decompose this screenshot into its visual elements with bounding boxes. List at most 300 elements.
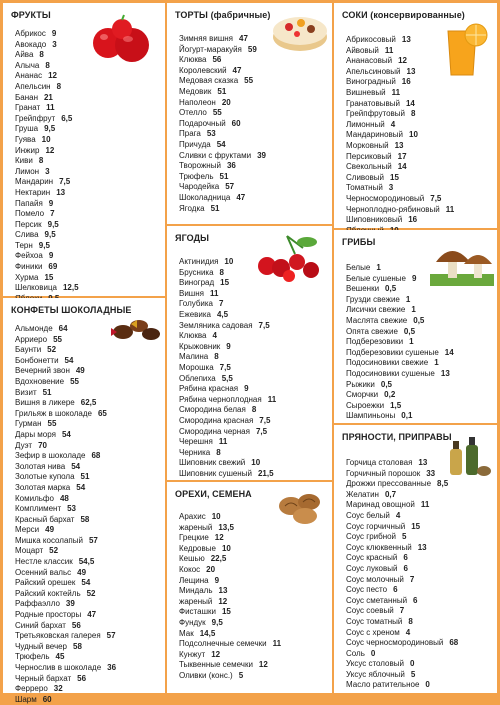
- item-value: 47: [239, 34, 248, 43]
- item-name: Золотая нива: [15, 461, 66, 471]
- item-name: Лимонный: [346, 119, 385, 129]
- list-item: [346, 390, 454, 401]
- item-value: 49: [77, 567, 87, 577]
- item-name: Фисташки: [179, 607, 216, 617]
- list-item: [15, 50, 79, 61]
- list-item: [15, 663, 116, 674]
- item-name: Соус клюквенный: [346, 542, 412, 552]
- item-name: Авокадо: [15, 39, 47, 49]
- item-value: 36: [107, 663, 117, 672]
- list-item: [179, 554, 281, 565]
- list-item: [179, 660, 281, 671]
- candies-icon: [109, 314, 161, 344]
- item-value: 7,5: [259, 415, 271, 425]
- item-value: 0: [425, 680, 430, 690]
- list-item: [179, 289, 276, 300]
- item-value: 1: [405, 294, 411, 304]
- item-name: Соус с хреном: [346, 627, 400, 637]
- item-value: 11: [391, 87, 401, 97]
- item-name: Ананасовый: [346, 56, 393, 66]
- item-name: Морошка: [179, 362, 214, 372]
- item-value: 16: [401, 77, 411, 87]
- item-value: 69: [48, 262, 58, 272]
- item-value: 32: [53, 684, 63, 694]
- item-name: Абрикос: [15, 29, 46, 38]
- item-value: 11: [420, 500, 430, 510]
- item-value: 8: [56, 81, 62, 91]
- item-value: 8: [39, 50, 44, 60]
- list-item: [346, 316, 454, 327]
- item-name: Вишневый: [346, 87, 386, 97]
- item-value: 8: [214, 352, 219, 362]
- item-value: 10: [221, 543, 231, 553]
- item-name: Сморчки: [346, 390, 379, 400]
- item-value: 13: [417, 542, 427, 552]
- list-item: [346, 649, 458, 660]
- list-item: [346, 337, 454, 348]
- item-value: 9: [214, 575, 220, 585]
- item-value: 55: [244, 76, 254, 86]
- item-value: 3: [388, 183, 394, 193]
- item-name: жареный: [179, 596, 213, 606]
- item-name: Соус красный: [346, 553, 398, 563]
- cake-icon: [271, 7, 329, 53]
- list-item: [179, 650, 281, 661]
- item-name: Маслята свежие: [346, 315, 408, 325]
- item-name: Прага: [179, 129, 201, 139]
- list-item: [15, 674, 116, 685]
- item-value: 8: [219, 267, 224, 277]
- list-item: [346, 263, 454, 274]
- item-value: 21,5: [257, 468, 274, 478]
- item-value: 52: [86, 588, 96, 598]
- list-item: [346, 358, 454, 369]
- list-item: [346, 274, 454, 285]
- item-name: Нестле классик: [15, 557, 73, 567]
- list-item: [179, 151, 266, 162]
- item-value: 54: [216, 139, 226, 149]
- list-item: [346, 670, 458, 681]
- item-value: 47: [87, 610, 97, 620]
- item-name: Райский коктейль: [15, 588, 81, 598]
- item-name: Крыжовник: [179, 341, 221, 351]
- item-value: 11: [218, 437, 228, 447]
- item-value: 11: [445, 204, 455, 214]
- list-item: [179, 257, 276, 268]
- item-value: 54: [76, 482, 86, 492]
- item-name: Соус молочный: [346, 574, 404, 584]
- list-item: [15, 599, 116, 610]
- item-value: 5,5: [221, 373, 233, 383]
- item-name: Чернослив в шоколаде: [15, 663, 102, 672]
- list-item: [346, 305, 454, 316]
- item-name: Лещина: [179, 575, 209, 585]
- item-name: Дуэт: [15, 440, 33, 450]
- item-value: 0,5: [403, 326, 416, 336]
- list-item: [15, 430, 116, 441]
- list-item: [346, 205, 454, 216]
- list-item: [15, 515, 116, 526]
- item-value: 64: [58, 324, 68, 333]
- item-value: 9,5: [211, 617, 223, 627]
- item-name: Баунти: [15, 345, 42, 355]
- list-item: [346, 596, 458, 607]
- list-item: [346, 522, 458, 533]
- list-item: [15, 441, 116, 452]
- item-value: 9,5: [44, 230, 56, 240]
- item-name: Сливки с фруктами: [179, 150, 252, 160]
- item-value: 56: [212, 55, 222, 65]
- item-name: Горчица столовая: [346, 458, 413, 467]
- list-item: [179, 55, 266, 66]
- list-item: [15, 557, 116, 568]
- cakes-panel: [167, 3, 332, 224]
- item-name: Свекольный: [346, 162, 392, 172]
- apples-icon: [88, 15, 154, 65]
- item-value: 56: [71, 620, 81, 630]
- item-value: 10: [224, 257, 234, 266]
- list-item: [15, 610, 116, 621]
- item-value: 36: [226, 161, 236, 171]
- item-value: 5: [402, 532, 407, 542]
- item-name: Арахис: [179, 512, 206, 521]
- list-item: [15, 451, 116, 462]
- item-value: 49: [45, 525, 55, 535]
- item-value: 12,5: [62, 283, 79, 293]
- nuts-list: [179, 512, 281, 682]
- list-item: [15, 684, 116, 695]
- list-item: [179, 395, 276, 406]
- list-item: [346, 564, 458, 575]
- item-name: Зимняя вишня: [179, 34, 233, 43]
- item-value: 54: [64, 355, 74, 365]
- list-item: [179, 193, 266, 204]
- item-name: Мандарин: [15, 177, 54, 187]
- item-value: 7,5: [219, 362, 231, 372]
- item-value: 4,5: [216, 309, 229, 319]
- list-item: [15, 251, 79, 262]
- item-value: 6: [403, 553, 408, 563]
- item-name: Чудный вечер: [15, 641, 68, 651]
- item-value: 0,5: [380, 379, 392, 389]
- item-value: 47: [236, 192, 246, 202]
- item-value: 8,5: [437, 479, 449, 489]
- item-value: 0,7: [384, 489, 397, 499]
- list-item: [179, 119, 266, 130]
- item-value: 45: [55, 652, 65, 662]
- item-name: Смородина белая: [179, 405, 246, 415]
- list-item: [15, 419, 116, 430]
- item-value: 11: [267, 394, 277, 404]
- list-item: [179, 597, 281, 608]
- list-item: [15, 377, 116, 388]
- list-item: [179, 76, 266, 87]
- item-value: 62,5: [80, 398, 97, 408]
- list-item: [179, 66, 266, 77]
- item-name: Третьяковская галерея: [15, 631, 101, 641]
- item-name: Синий бархат: [15, 620, 66, 630]
- item-name: Инжир: [15, 145, 40, 155]
- item-value: 11: [46, 103, 55, 113]
- fruits-list: [15, 29, 79, 304]
- item-name: Малина: [179, 352, 209, 362]
- item-name: Подосиновики свежие: [346, 358, 429, 368]
- list-item: [15, 71, 79, 82]
- mushrooms-list: [346, 263, 454, 422]
- item-name: Райский орешек: [15, 578, 76, 588]
- item-name: Подберезовики сушеные: [346, 347, 439, 357]
- item-value: 1: [434, 358, 439, 368]
- item-name: Уксус столовый: [346, 659, 404, 669]
- section-title: ТОРТЫ (фабричные): [175, 10, 271, 20]
- list-item: [15, 483, 116, 494]
- item-value: 20: [221, 97, 231, 107]
- list-item: [179, 172, 266, 183]
- item-value: 5: [238, 670, 244, 680]
- list-item: [179, 469, 276, 480]
- item-name: Соус луковый: [346, 563, 398, 573]
- item-value: 52: [49, 546, 59, 556]
- item-value: 9,5: [38, 240, 50, 250]
- item-name: Персик: [15, 219, 42, 229]
- list-item: [346, 369, 454, 380]
- list-item: [15, 283, 79, 294]
- item-value: 9: [226, 341, 231, 351]
- item-name: Земляника садовая: [179, 320, 253, 330]
- item-name: Виноград: [179, 278, 215, 288]
- item-value: 0: [370, 648, 376, 658]
- list-item: [346, 479, 458, 490]
- list-item: [346, 638, 458, 649]
- item-name: Осенний вальс: [15, 567, 72, 577]
- list-item: [15, 366, 116, 377]
- list-item: [346, 152, 454, 163]
- item-value: 39: [65, 599, 75, 609]
- item-value: 10: [211, 512, 221, 521]
- list-item: [179, 363, 276, 374]
- list-item: [346, 130, 454, 141]
- list-item: [346, 680, 458, 691]
- list-item: [15, 409, 116, 420]
- list-item: [179, 448, 276, 459]
- item-value: 48: [59, 493, 69, 503]
- item-name: Айва: [15, 50, 34, 60]
- item-name: Шиповниковый: [346, 215, 403, 225]
- item-value: 17: [397, 151, 407, 161]
- item-name: Шелковица: [15, 283, 57, 293]
- item-name: Соус горчичный: [346, 521, 406, 531]
- section-title: ПРЯНОСТИ, ПРИПРАВЫ: [342, 432, 452, 442]
- list-item: [179, 458, 276, 469]
- item-value: 51: [217, 86, 227, 96]
- list-item: [346, 553, 458, 564]
- list-item: [15, 525, 116, 536]
- item-name: Медовая сказка: [179, 76, 239, 86]
- list-item: [346, 183, 454, 194]
- item-name: Моцарт: [15, 546, 44, 556]
- item-value: 9,5: [44, 124, 56, 134]
- list-item: [346, 490, 458, 501]
- item-name: Лисички свежие: [346, 305, 406, 315]
- item-value: 12: [398, 56, 407, 66]
- item-name: Фундук: [179, 617, 206, 627]
- item-value: 39: [257, 150, 267, 160]
- item-name: Королевский: [179, 65, 227, 75]
- list-item: [15, 642, 116, 653]
- item-value: 55: [212, 108, 222, 118]
- item-value: 4: [212, 331, 217, 341]
- item-name: Комплимент: [15, 504, 62, 514]
- item-name: Шарм: [15, 694, 37, 704]
- list-item: [15, 40, 79, 51]
- item-name: Соус черносмородиновый: [346, 638, 444, 648]
- list-item: [15, 273, 79, 284]
- list-item: [179, 129, 266, 140]
- item-name: Дары моря: [15, 429, 56, 439]
- list-item: [15, 61, 79, 72]
- item-value: 4: [390, 119, 396, 129]
- item-name: Нектарин: [15, 187, 51, 197]
- list-item: [179, 533, 281, 544]
- list-item: [15, 146, 79, 157]
- item-name: Мак: [179, 628, 194, 638]
- item-name: Слива: [15, 230, 39, 240]
- list-item: [179, 629, 281, 640]
- juices-list: [346, 35, 454, 236]
- list-item: [346, 327, 454, 338]
- item-value: 15: [390, 172, 399, 182]
- item-value: 6: [403, 563, 408, 573]
- list-item: [179, 586, 281, 597]
- item-value: 68: [449, 638, 459, 648]
- item-name: Чародейка: [179, 182, 220, 192]
- list-item: [15, 494, 116, 505]
- list-item: [179, 607, 281, 618]
- list-item: [179, 544, 281, 555]
- item-name: Апельсин: [15, 81, 51, 91]
- item-name: Кедровые: [179, 543, 216, 553]
- list-item: [15, 241, 79, 252]
- item-value: 1: [411, 305, 416, 315]
- item-name: Отелло: [179, 108, 207, 118]
- item-value: 8: [408, 616, 413, 626]
- item-value: 13: [56, 187, 66, 197]
- item-value: 4: [395, 510, 401, 520]
- list-item: [179, 331, 276, 342]
- fruits-panel: [3, 3, 165, 296]
- item-value: 51: [80, 472, 90, 482]
- item-value: 7: [399, 606, 405, 616]
- item-value: 57: [88, 535, 98, 545]
- list-item: [346, 348, 454, 359]
- item-value: 58: [80, 514, 90, 524]
- list-item: [179, 427, 276, 438]
- item-name: Гуява: [15, 134, 36, 144]
- list-item: [346, 500, 458, 511]
- item-value: 33: [426, 468, 436, 478]
- item-value: 49: [75, 366, 85, 376]
- list-item: [346, 109, 454, 120]
- list-item: [15, 462, 116, 473]
- item-value: 7,5: [59, 177, 71, 187]
- list-item: [346, 56, 454, 67]
- item-name: Красный бархат: [15, 514, 75, 524]
- list-item: [346, 215, 454, 226]
- list-item: [346, 659, 458, 670]
- item-name: Арриеро: [15, 334, 48, 344]
- item-value: 13: [401, 35, 411, 44]
- item-name: Виноградный: [346, 77, 396, 87]
- list-item: [15, 199, 79, 210]
- list-item: [346, 543, 458, 554]
- item-value: 57: [225, 182, 235, 192]
- item-value: 9: [244, 384, 249, 394]
- item-value: 11: [209, 288, 219, 298]
- item-name: Золотые купола: [15, 472, 75, 482]
- item-name: Шампиньоны: [346, 411, 396, 421]
- list-item: [15, 324, 116, 335]
- item-name: жареный: [179, 522, 213, 532]
- item-value: 9: [48, 251, 54, 261]
- item-value: 7: [409, 574, 415, 584]
- item-name: Соус песто: [346, 585, 388, 595]
- list-item: [179, 278, 276, 289]
- chocolates-list: [15, 324, 116, 705]
- section-title: СОКИ (консервированные): [342, 10, 465, 20]
- item-value: 55: [70, 376, 79, 386]
- section-title: ЯГОДЫ: [175, 233, 210, 243]
- item-name: Золотая марка: [15, 482, 71, 492]
- item-name: Бонбонетти: [15, 355, 59, 365]
- item-name: Ягодка: [179, 203, 205, 213]
- item-value: 12: [218, 596, 228, 606]
- item-name: Йогурт-маракуйя: [179, 44, 242, 54]
- item-value: 0,2: [384, 390, 396, 400]
- list-item: [346, 628, 458, 639]
- item-value: 14: [444, 347, 454, 357]
- item-value: 11: [272, 639, 282, 649]
- list-item: [179, 45, 266, 56]
- list-item: [346, 532, 458, 543]
- item-value: 10: [251, 458, 261, 468]
- list-item: [346, 380, 454, 391]
- list-item: [346, 99, 454, 110]
- item-name: Раффаэлло: [15, 599, 60, 609]
- item-name: Вишня в ликере: [15, 398, 75, 408]
- juices-panel: [334, 3, 497, 228]
- list-item: [15, 335, 116, 346]
- item-name: Актинидия: [179, 257, 219, 266]
- list-item: [15, 114, 79, 125]
- list-item: [179, 268, 276, 279]
- list-item: [15, 124, 79, 135]
- item-name: Клюква: [179, 55, 207, 65]
- list-item: [179, 342, 276, 353]
- list-item: [179, 299, 276, 310]
- item-value: 47: [232, 65, 242, 75]
- item-value: 56: [77, 673, 87, 683]
- list-item: [15, 578, 116, 589]
- item-name: Рыжики: [346, 379, 375, 389]
- item-name: Банан: [15, 92, 38, 102]
- item-name: Гранат: [15, 103, 41, 113]
- list-item: [15, 220, 79, 231]
- mushrooms-panel: [334, 230, 497, 423]
- list-item: [179, 671, 281, 682]
- item-name: Томатный: [346, 183, 383, 193]
- item-name: Оливки (конс.): [179, 670, 233, 680]
- cakes-list: [179, 34, 266, 214]
